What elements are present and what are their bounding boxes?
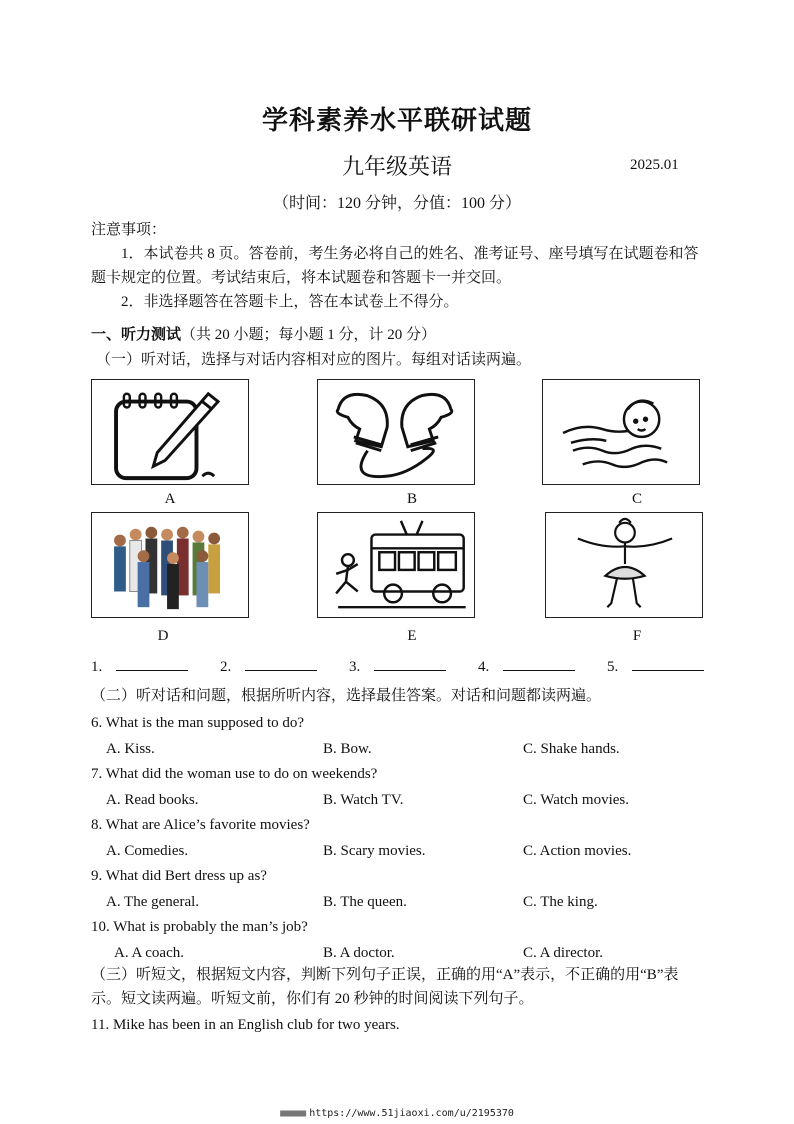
q10-option-b[interactable]: B. A doctor. [323,945,395,961]
notepad-pencil-icon [92,380,248,484]
part-2-instruction: （二）听对话和问题，根据所听内容，选择最佳答案。对话和问题都读两遍。 [91,688,602,704]
part-1-instruction: （一）听对话，选择与对话内容相对应的图片。每组对话读两遍。 [96,352,532,368]
q8-option-c[interactable]: C. Action movies. [523,843,632,859]
question-10: 10. What is probably the man’s job? [91,919,308,935]
section-1-desc: （共 20 小题；每小题 1 分，计 20 分） [181,327,437,343]
q8-option-b[interactable]: B. Scary movies. [323,843,426,859]
picture-c [542,379,700,485]
blank-2[interactable]: 2. [220,656,331,676]
q8-option-a[interactable]: A. Comedies. [106,843,189,859]
boy-running-for-bus-icon [318,513,474,617]
footer-url[interactable]: https://www.51jiaoxi.com/u/2195370 [309,1108,514,1119]
q9-option-b[interactable]: B. The queen. [323,894,407,910]
q9-option-a[interactable]: A. The general. [106,894,200,910]
footer-prefix: ■■■■■ [280,1108,306,1119]
blank-3[interactable]: 3. [349,656,460,676]
picture-f [545,512,703,618]
question-9: 9. What did Bert dress up as? [91,868,267,884]
notice-item-2: 2．非选择题答在答题卡上，答在本试卷上不得分。 [121,294,459,310]
q10-option-a[interactable]: A. A coach. [114,945,184,961]
q7-option-c[interactable]: C. Watch movies. [523,792,630,808]
blank-1[interactable]: 1. [91,656,202,676]
picture-b [317,379,475,485]
time-score-info: （时间：120 分钟，分值：100 分） [272,195,521,212]
picture-e-label: E [407,628,417,644]
q10-option-c[interactable]: C. A director. [523,945,603,961]
picture-b-label: B [406,491,417,507]
group-of-people-icon [92,513,248,617]
notice-label: 注意事项： [91,222,167,238]
answer-blanks [91,656,732,676]
notice-item-1: 1．本试卷共 8 页。答卷前，考生务必将自己的姓名、准考证号、座号填写在试题卷和答题卡规定的位置。考试结束后，将本试题卷和答题卡一并交回。 [91,246,699,286]
picture-a [91,379,249,485]
q6-option-b[interactable]: B. Bow. [323,741,372,757]
q6-option-c[interactable]: C. Shake hands. [523,741,620,757]
picture-a-label: A [164,491,176,507]
mittens-icon [318,380,474,484]
exam-date: 2025.01 [630,157,679,173]
picture-d-label: D [157,628,169,644]
question-11: 11. Mike has been in an English club for two years. [91,1017,400,1033]
q7-option-b[interactable]: B. Watch TV. [323,792,404,808]
q9-option-c[interactable]: C. The king. [523,894,598,910]
picture-f-label: F [632,628,642,644]
blank-5[interactable]: 5. [607,656,718,676]
exam-subtitle: 九年级英语 [341,154,452,179]
footer-watermark [0,1108,794,1119]
ballet-dancer-icon [546,513,702,617]
swimming-girl-icon [543,380,699,484]
picture-e [317,512,475,618]
section-1-heading [91,323,436,347]
question-8: 8. What are Alice’s favorite movies? [91,817,310,833]
q7-option-a[interactable]: A. Read books. [106,792,199,808]
question-6: 6. What is the man supposed to do? [91,715,305,731]
q6-option-a[interactable]: A. Kiss. [106,741,155,757]
part-3-instruction: （三）听短文，根据短文内容，判断下列句子正误，正确的用“A”表示，不正确的用“B”表示。短文读两遍。听短文前，你们有 20 秒钟的时间阅读下列句子。 [91,967,679,1007]
blank-4[interactable]: 4. [478,656,589,676]
exam-title: 学科素养水平联研试题 [261,106,532,135]
picture-c-label: C [631,491,642,507]
section-1-title: 一、听力测试 [91,327,182,343]
question-7: 7. What did the woman use to do on weekends? [91,766,378,782]
picture-d [91,512,249,618]
